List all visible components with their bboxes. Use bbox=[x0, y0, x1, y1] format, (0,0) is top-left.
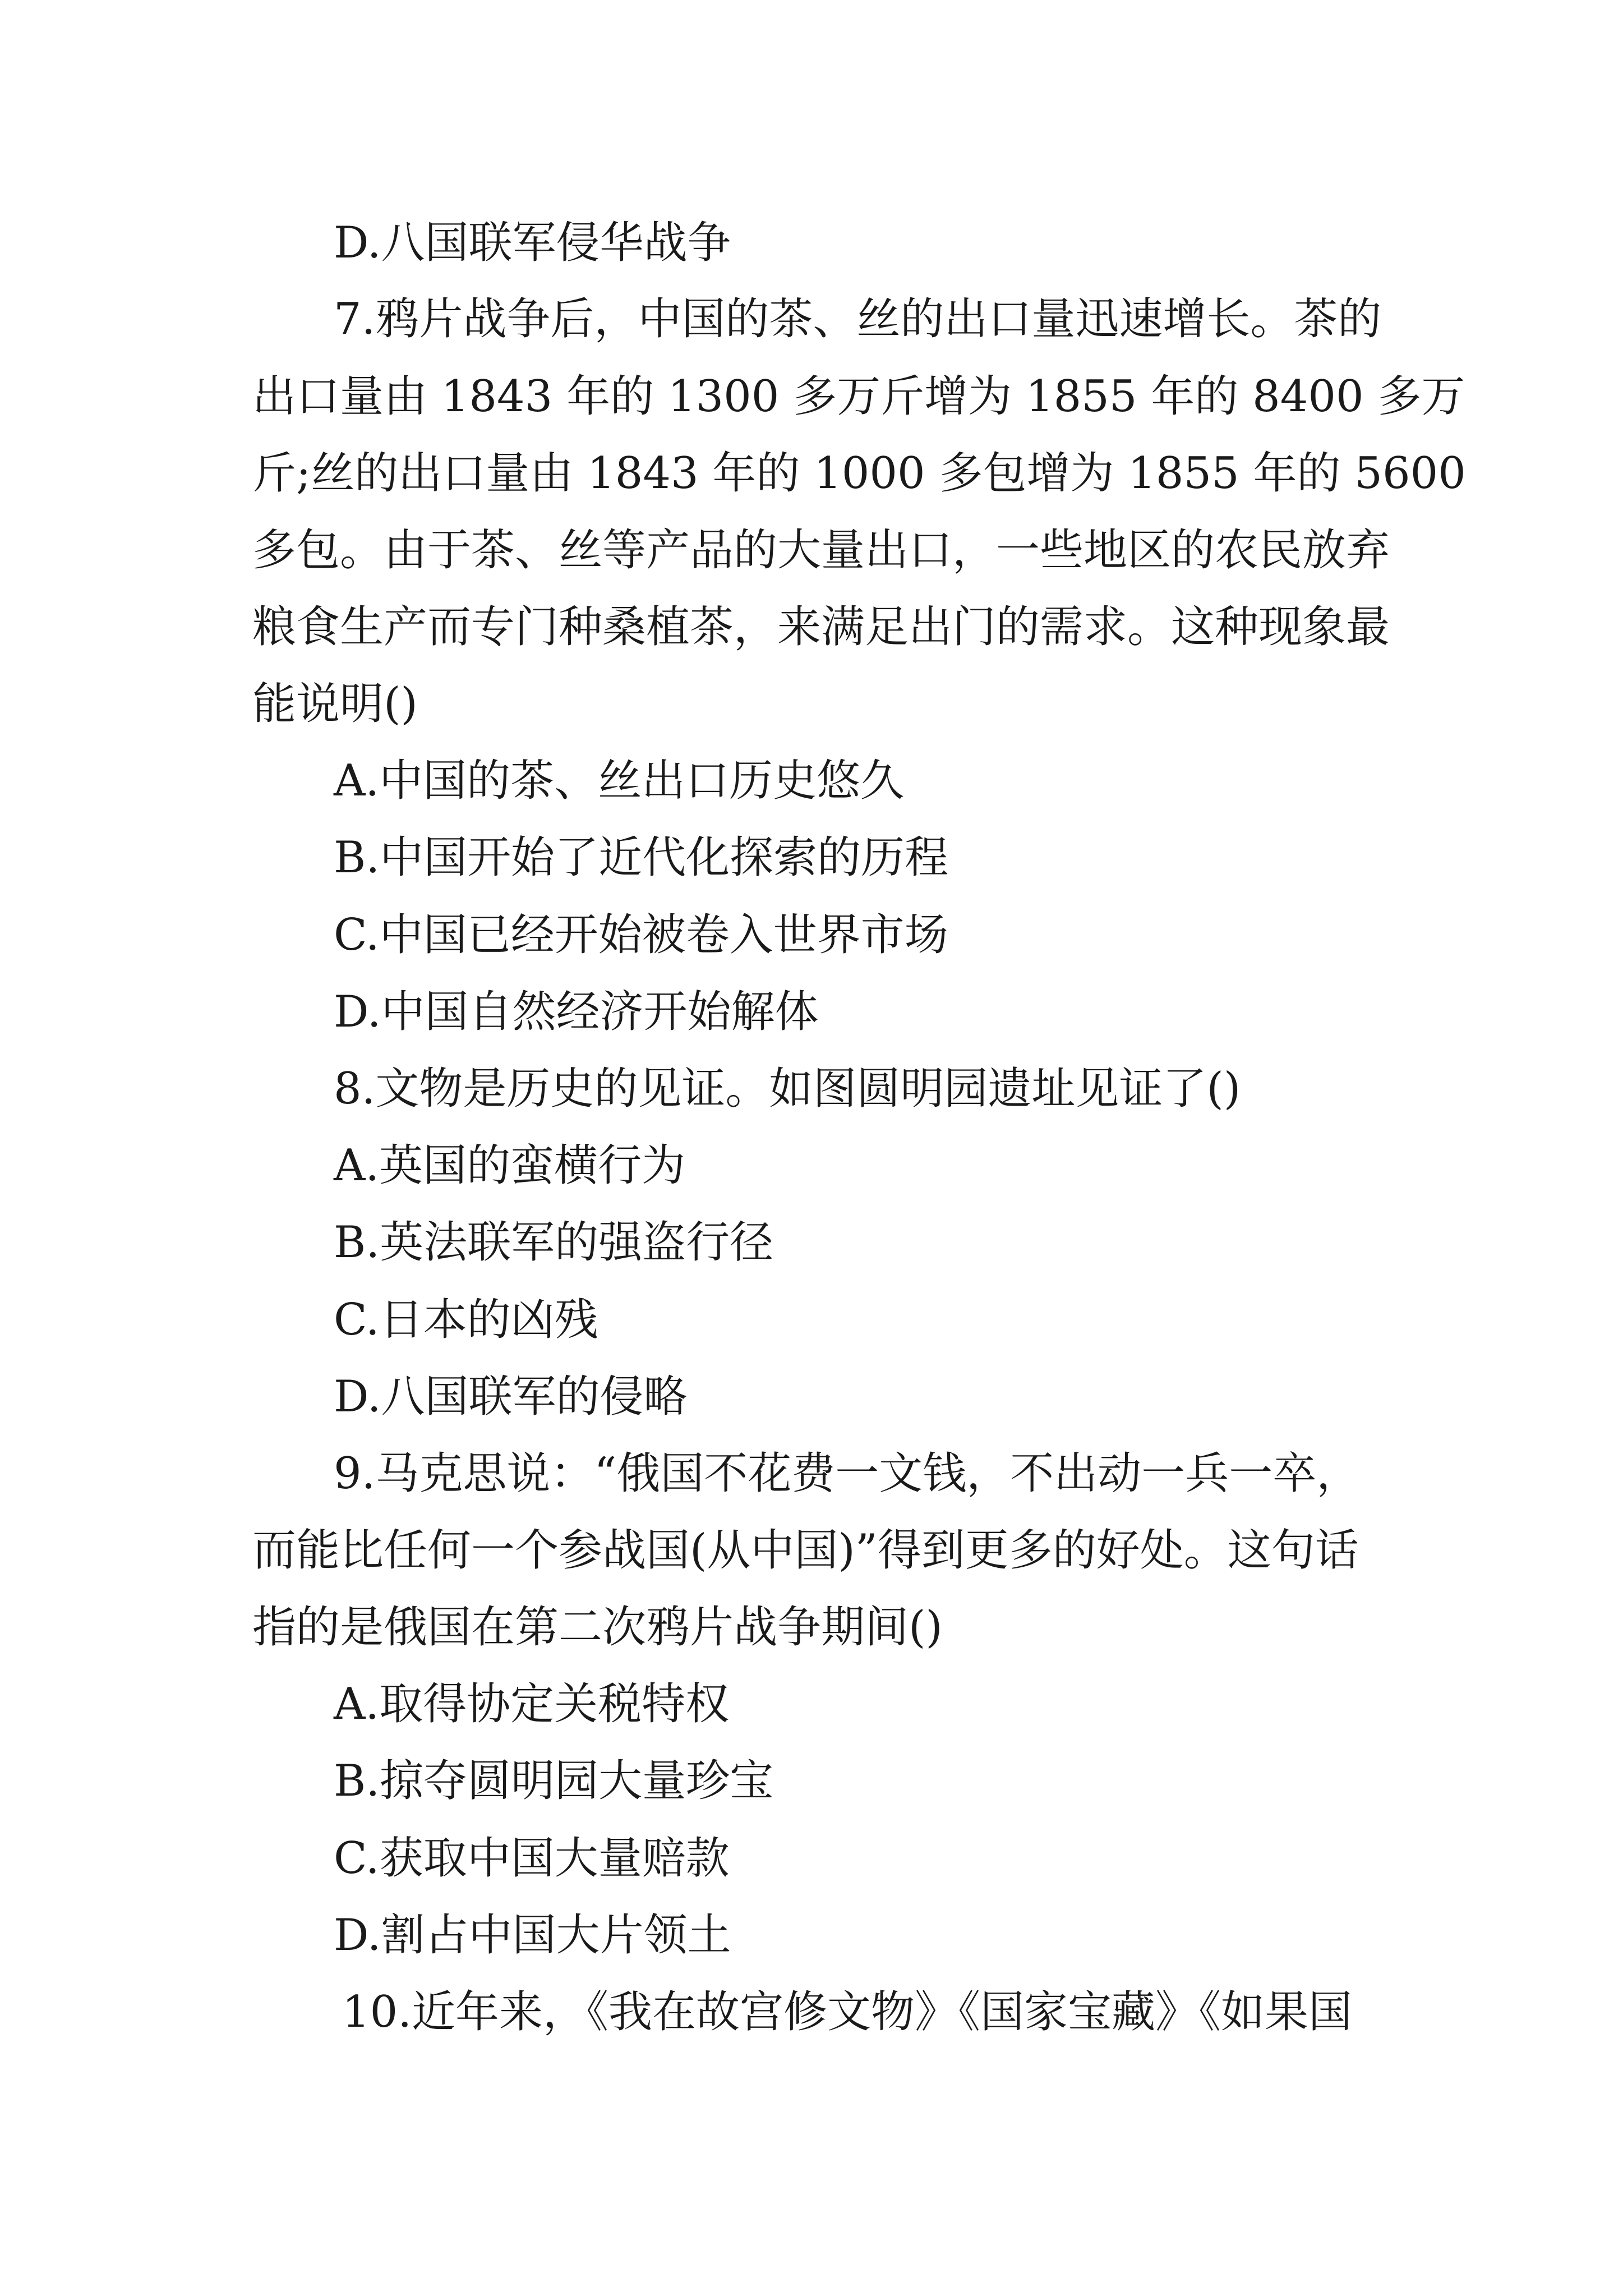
q7-stem-line-3: 斤;丝的出口量由 1843 年的 1000 多包增为 1855 年的 5600 bbox=[252, 448, 1466, 499]
q7-stem-line-2: 出口量由 1843 年的 1300 多万斤增为 1855 年的 8400 多万 bbox=[252, 371, 1465, 422]
q7-option-d: D.中国自然经济开始解体 bbox=[334, 987, 819, 1037]
q8-option-c: C.日本的凶残 bbox=[334, 1295, 598, 1345]
q9-option-c: C.获取中国大量赔款 bbox=[334, 1833, 730, 1884]
q8-option-b: B.英法联军的强盗行径 bbox=[334, 1217, 774, 1268]
q6-option-d: D.八国联军侵华战争 bbox=[334, 218, 731, 268]
q7-stem-line-4: 多包。由于茶、丝等产品的大量出口，一些地区的农民放弃 bbox=[252, 525, 1390, 576]
q9-option-d: D.割占中国大片领土 bbox=[334, 1910, 731, 1961]
q7-option-c: C.中国已经开始被卷入世界市场 bbox=[334, 910, 948, 960]
q9-stem-line-3: 指的是俄国在第二次鸦片战争期间() bbox=[252, 1602, 943, 1653]
q8-stem: 8.文物是历史的见证。如图圆明园遗址见证了() bbox=[334, 1064, 1241, 1114]
q7-stem-line-1: 7.鸦片战争后，中国的茶、丝的出口量迅速增长。茶的 bbox=[334, 294, 1382, 344]
q9-option-b: B.掠夺圆明园大量珍宝 bbox=[334, 1756, 774, 1806]
q7-stem-line-6: 能说明() bbox=[252, 679, 418, 729]
q8-option-d: D.八国联军的侵略 bbox=[334, 1372, 688, 1422]
q7-option-b: B.中国开始了近代化探索的历程 bbox=[334, 832, 949, 883]
q9-stem-line-2: 而能比任何一个参战国(从中国)”得到更多的好处。这句话 bbox=[252, 1525, 1359, 1576]
q9-option-a: A.取得协定关税特权 bbox=[334, 1679, 730, 1729]
q9-stem-line-1: 9.马克思说：“俄国不花费一文钱，不出动一兵一卒， bbox=[334, 1448, 1361, 1499]
q7-stem-line-5: 粮食生产而专门种桑植茶，来满足出门的需求。这种现象最 bbox=[252, 602, 1390, 652]
q7-option-a: A.中国的茶、丝出口历史悠久 bbox=[334, 756, 905, 806]
q10-stem-line-1: 10.近年来，《我在故宫修文物》《国家宝藏》《如果国 bbox=[342, 1987, 1353, 2037]
q8-option-a: A.英国的蛮横行为 bbox=[334, 1140, 686, 1191]
